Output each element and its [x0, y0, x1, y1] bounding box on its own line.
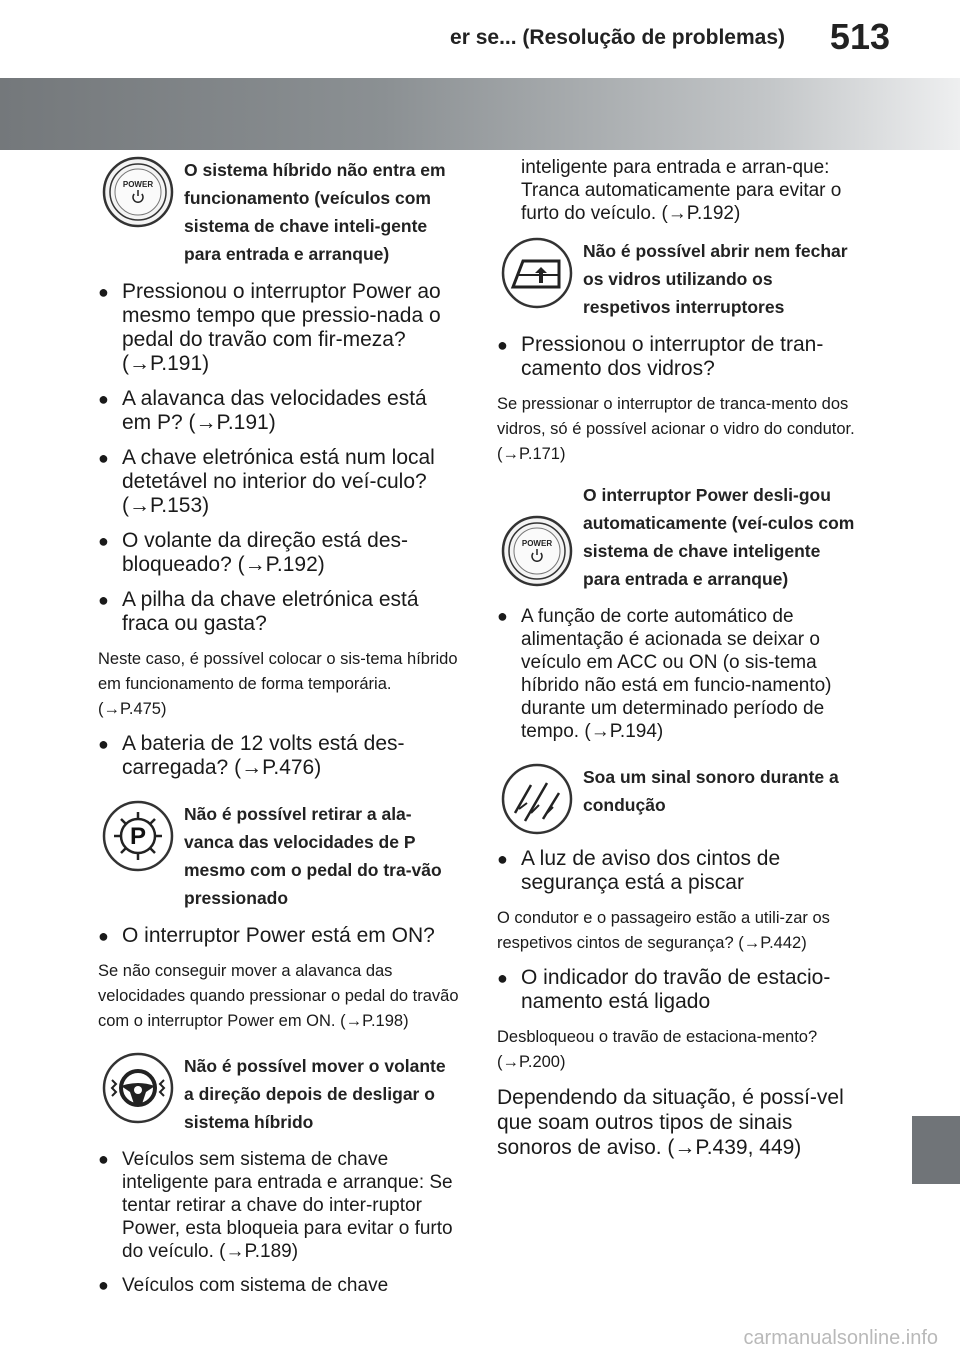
- page-number: 513: [829, 16, 890, 57]
- svg-text:POWER: POWER: [521, 539, 553, 548]
- section-shift-lever: [98, 800, 460, 912]
- gear-p-icon: [102, 800, 174, 872]
- section-title: Não é possível retirar a ala-vanca das velocidades de P mesmo com o pedal do tra-vão pressionado: [184, 804, 442, 908]
- bullet-item: ● A bateria de 12 volts está des-carregada? (→P.476): [98, 732, 460, 780]
- section-title: Não é possível abrir nem fechar os vidros utilizando os respetivos interruptores: [583, 241, 848, 317]
- power-button-icon: [501, 515, 573, 587]
- bullet-item: ● A chave eletrónica está num local detetável no interior do veí-culo? (→P.153): [98, 446, 460, 518]
- note-text: Se não conseguir mover a alavanca das velocidades quando pressionar o pedal do travão com o interruptor Power em ON. (→P.198): [98, 962, 459, 1030]
- buzzer-icon: [501, 763, 573, 835]
- bullet-item: ● A pilha da chave eletrónica está fraca ou gasta?: [98, 588, 460, 636]
- steering-wheel-icon: [102, 1052, 174, 1124]
- bullet-item: ● A função de corte automático de alimentação é acionada se deixar o veículo em ACC ou ON (o sis-tema híbrido não está em funcio-namento) durante um determinado período de tempo. (→P.194): [497, 605, 859, 743]
- bullet-item: ● O indicador do travão de estacio-namento está ligado: [497, 966, 859, 1014]
- svg-text:P: P: [129, 823, 147, 850]
- right-column: [497, 156, 859, 1160]
- chapter-tab: [912, 1116, 960, 1184]
- section-title: O sistema híbrido não entra em funcionamento (veículos com sistema de chave inteli-gente para entrada e arranque): [184, 160, 446, 264]
- note-text: Desbloqueou o travão de estaciona-mento? (→P.200): [497, 1028, 818, 1071]
- bullet-item: ● Veículos sem sistema de chave inteligente para entrada e arranque: Se tentar retirar a chave do inter-ruptor Power, esta bloqueia para evitar o furto do veículo. (→P.189): [98, 1148, 460, 1263]
- header-banner: [0, 78, 960, 150]
- bullet-item: ● Pressionou o interruptor de tran-camento dos vidros?: [497, 333, 859, 381]
- bullet-item: ● O interruptor Power está em ON?: [98, 924, 460, 948]
- section-steering-lock: [98, 1052, 460, 1136]
- svg-text:POWER: POWER: [122, 180, 154, 189]
- bullet-item: ● A luz de aviso dos cintos de segurança está a piscar: [497, 847, 859, 895]
- continued-text: inteligente para entrada e arran-que: Tranca automaticamente para evitar o furto do veículo. (→P.192): [521, 157, 842, 224]
- bullet-item: ● O volante da direção está des-bloqueado? (→P.192): [98, 529, 460, 577]
- note-text: Se pressionar o interruptor de tranca-mento dos vidros, só é possível acionar o vidro do condutor. (→P.171): [497, 395, 855, 463]
- note-text: Neste caso, é possível colocar o sis-tema híbrido em funcionamento de forma temporária. (→P.475): [98, 650, 458, 718]
- note-text: O condutor e o passageiro estão a utili-zar os respetivos cintos de segurança? (→P.442): [497, 909, 830, 952]
- power-window-icon: [501, 237, 573, 309]
- bullet-item: ● A alavanca das velocidades está em P? (→P.191): [98, 387, 460, 435]
- section-title: O interruptor Power desli-gou automaticamente (veí-culos com sistema de chave inteligente para entrada e arranque): [583, 485, 855, 589]
- section-beep-while-driving: [497, 763, 859, 835]
- section-hybrid-not-start: [98, 156, 460, 268]
- power-button-icon: [102, 156, 174, 228]
- page-header-title: er se... (Resolução de problemas): [450, 26, 785, 49]
- closing-paragraph: Dependendo da situação, é possí-vel que soam outros tipos de sinais sonoros de aviso. (→P.439, 449): [497, 1086, 844, 1159]
- bullet-item: ● Veículos com sistema de chave: [98, 1274, 460, 1297]
- section-title: Soa um sinal sonoro durante a condução: [583, 767, 839, 815]
- section-title: Não é possível mover o volante a direção depois de desligar o sistema híbrido: [184, 1056, 446, 1132]
- section-power-windows: [497, 237, 859, 321]
- bullet-item: ● Pressionou o interruptor Power ao mesmo tempo que pressio-nada o pedal do travão com fir-meza? (→P.191): [98, 280, 460, 376]
- left-column: [98, 156, 460, 1308]
- watermark: carmanualsonline.info: [743, 1327, 938, 1349]
- section-power-auto-off: [497, 481, 859, 593]
